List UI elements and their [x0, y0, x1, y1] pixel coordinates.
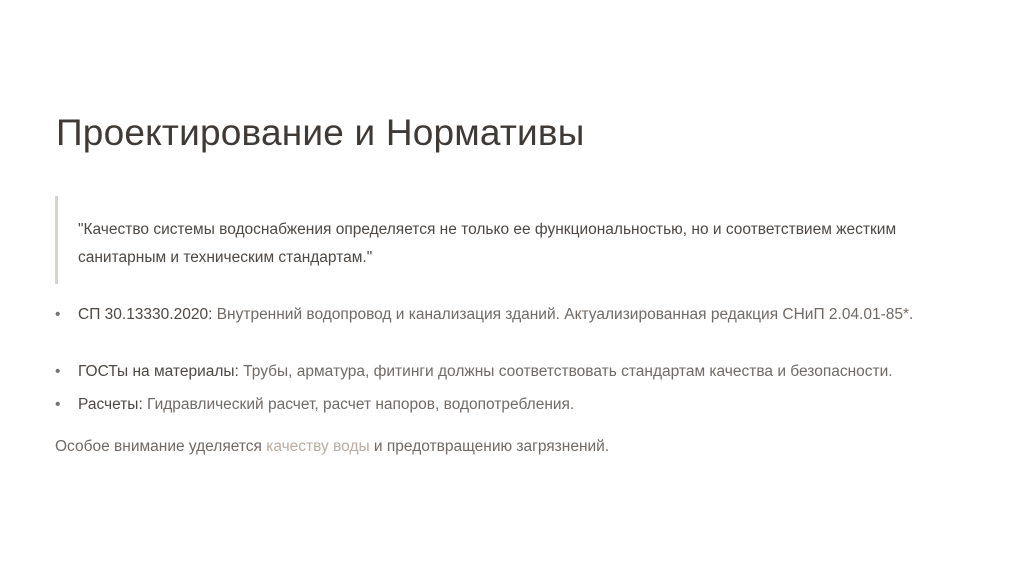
- bullet-term: СП 30.13330.2020:: [78, 306, 213, 323]
- bullet-content: [78, 305, 913, 325]
- note-text-before: Особое внимание уделяется: [55, 438, 267, 455]
- bullet-term: Расчеты:: [78, 396, 143, 413]
- bullet-marker: •: [55, 396, 61, 413]
- bullet-content: [78, 395, 574, 415]
- quote-bar: [55, 196, 58, 284]
- quote-block: [55, 196, 985, 284]
- bullet-marker: •: [55, 363, 61, 380]
- quote-text: "Качество системы водоснабжения определяется не только ее функциональностью, но и соответствием жестким санитарным и техническим стандартам.": [78, 221, 897, 266]
- bullet-term: ГОСТы на материалы:: [78, 363, 239, 380]
- bullet-content: [78, 362, 893, 382]
- note-text-after: и предотвращению загрязнений.: [369, 438, 610, 455]
- water-quality-link[interactable]: качеству воды: [266, 438, 370, 455]
- slide-title: Проектирование и Нормативы: [56, 112, 585, 153]
- bullet-text: Гидравлический расчет, расчет напоров, водопотребления.: [142, 396, 575, 413]
- footnote: [55, 437, 609, 457]
- bullet-text: Трубы, арматура, фитинги должны соответствовать стандартам качества и безопасности.: [238, 363, 893, 380]
- bullet-marker: •: [55, 306, 61, 323]
- bullet-text: Внутренний водопровод и канализация зданий. Актуализированная редакция СНиП 2.04.01-85*.: [212, 306, 914, 323]
